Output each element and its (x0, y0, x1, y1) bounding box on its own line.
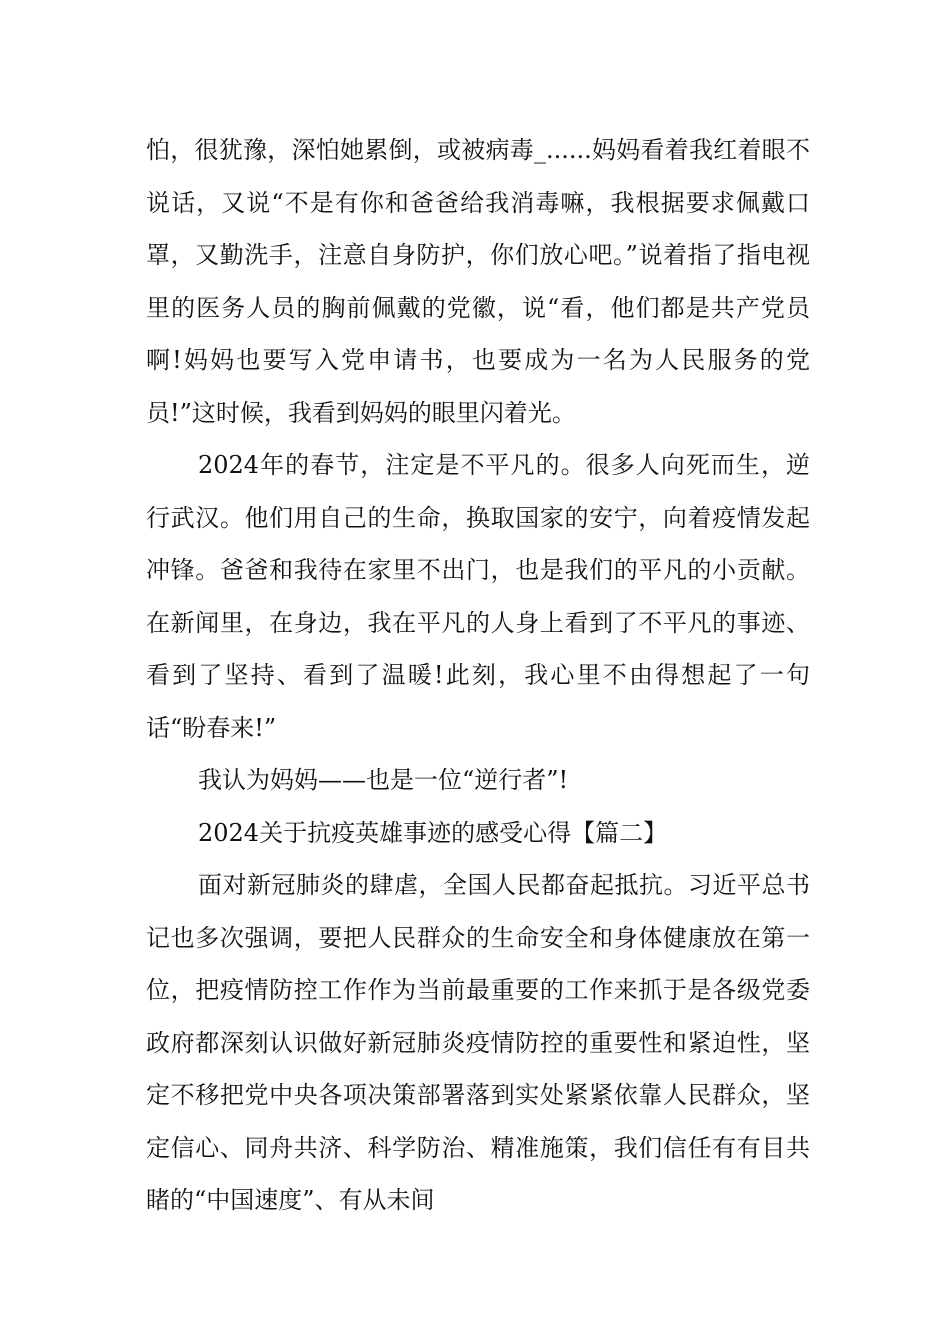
paragraph-continuation: 怕，很犹豫，深怕她累倒，或被病毒_......妈妈看着我红着眼不说话，又说“不是有你和爸爸给我消毒嘛，我根据要求佩戴口罩，又勤洗手，注意自身防护，你们放心吧。”说着指了指电视里的医务人员的胸前佩戴的党徽，说“看，他们都是共产党员啊!妈妈也要写入党申请书，也要成为一名为人民服务的党员!”这时候，我看到妈妈的眼里闪着光。 (146, 136, 810, 427)
document-body (146, 124, 810, 1227)
paragraph-spring-festival: 2024年的春节，注定是不平凡的。很多人向死而生，逆行武汉。他们用自己的生命，换取国家的安宁，向着疫情发起冲锋。爸爸和我待在家里不出门，也是我们的平凡的小贡献。在新闻里，在身边，我在平凡的人身上看到了不平凡的事迹、看到了坚持、看到了温暖!此刻，我心里不由得想起了一句话“盼春来!” (146, 451, 810, 742)
paragraph-mother-retrograde: 我认为妈妈——也是一位“逆行者”! (198, 766, 569, 794)
section-heading: 2024关于抗疫英雄事迹的感受心得【篇二】 (198, 818, 668, 847)
paragraph-epidemic-response: 面对新冠肺炎的肆虐，全国人民都奋起抵抗。习近平总书记也多次强调，要把人民群众的生命安全和身体健康放在第一位，把疫情防控工作作为当前最重要的工作来抓于是各级党委政府都深刻认识做好新冠肺炎疫情防控的重要性和紧迫性，坚定不移把党中央各项决策部署落到实处紧紧依靠人民群众，坚定信心、同舟共济、科学防治、精准施策，我们信任有有目共睹的“中国速度”、有从未间 (146, 871, 810, 1214)
